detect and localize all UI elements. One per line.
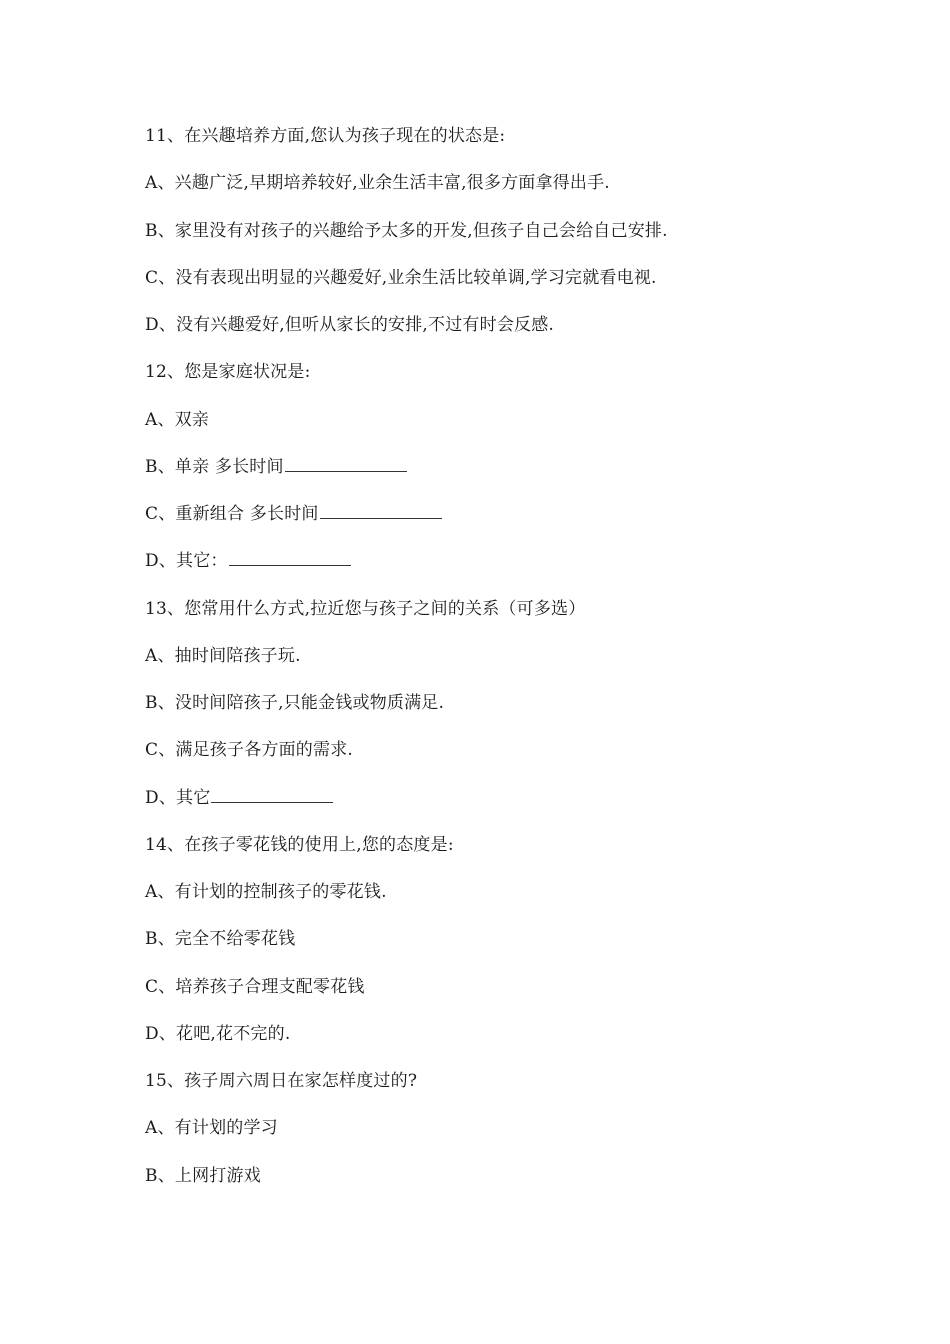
question-13-option-b: B、没时间陪孩子,只能金钱或物质满足. xyxy=(145,693,445,713)
question-14-option-a: A、有计划的控制孩子的零花钱. xyxy=(145,882,387,902)
question-11-option-b: B、家里没有对孩子的兴趣给予太多的开发,但孩子自己会给自己安排. xyxy=(145,220,668,241)
question-13-option-d-label: D、其它 xyxy=(145,787,211,808)
questionnaire xyxy=(145,121,905,1208)
fill-in-blank[interactable] xyxy=(211,784,333,803)
question-11-option-c: C、没有表现出明显的兴趣爱好,业余生活比较单调,学习完就看电视. xyxy=(145,267,657,288)
question-14-option-c: C、培养孩子合理支配零花钱 xyxy=(145,976,365,997)
question-13-option-c: C、满足孩子各方面的需求. xyxy=(145,740,354,761)
question-12-option-d xyxy=(145,546,905,593)
question-11-option-a: A、兴趣广泛,早期培养较好,业余生活丰富,很多方面拿得出手. xyxy=(145,173,610,194)
question-11-option-d: D、没有兴趣爱好,但听从家长的安排,不过有时会反感. xyxy=(145,315,555,335)
question-12-option-a: A、双亲 xyxy=(145,409,210,430)
question-13-option-a: A、抽时间陪孩子玩. xyxy=(145,645,301,666)
question-12-option-d-label: D、其它： xyxy=(145,551,228,572)
question-14-option-d: D、花吧,花不完的. xyxy=(145,1023,291,1044)
question-15-option-a: A、有计划的学习 xyxy=(145,1118,278,1139)
question-14-stem: 14、在孩子零花钱的使用上,您的态度是: xyxy=(145,834,454,855)
fill-in-blank[interactable] xyxy=(285,453,407,472)
question-15-stem: 15、孩子周六周日在家怎样度过的? xyxy=(145,1071,418,1091)
question-13-option-d xyxy=(145,783,905,830)
question-15-option-b: B、上网打游戏 xyxy=(145,1165,261,1186)
question-12-option-c xyxy=(145,499,905,546)
fill-in-blank[interactable] xyxy=(320,500,442,519)
question-11-stem: 11、在兴趣培养方面,您认为孩子现在的状态是: xyxy=(145,126,506,146)
question-12-stem: 12、您是家庭状况是: xyxy=(145,362,311,383)
question-13-stem: 13、您常用什么方式,拉近您与孩子之间的关系（可多选） xyxy=(145,598,586,619)
fill-in-blank[interactable] xyxy=(229,547,351,566)
question-12-option-b xyxy=(145,452,905,499)
question-14-option-b: B、完全不给零花钱 xyxy=(145,929,296,950)
question-12-option-c-label: C、重新组合 多长时间 xyxy=(145,504,319,524)
question-12-option-b-label: B、单亲 多长时间 xyxy=(145,456,284,477)
